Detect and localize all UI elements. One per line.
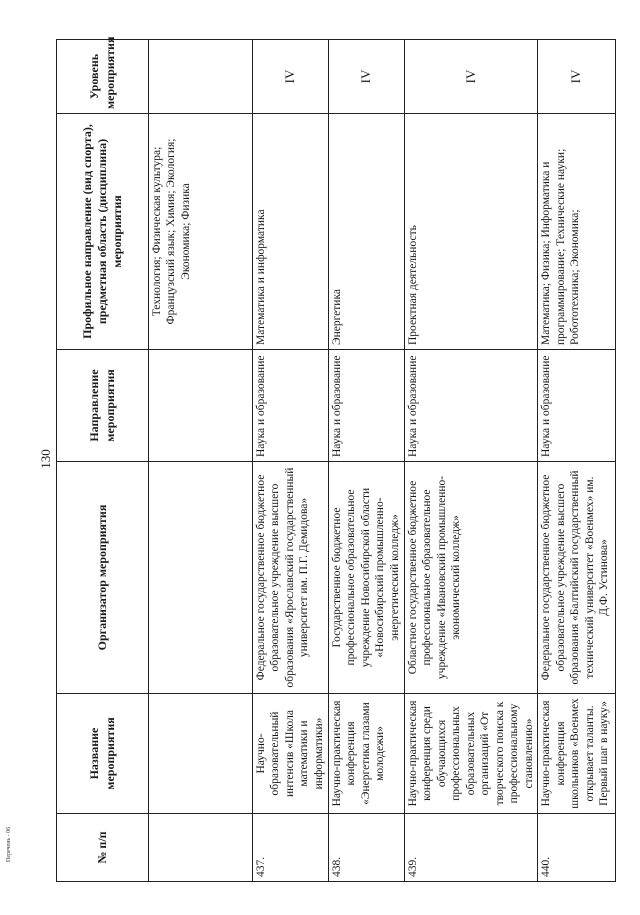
row-num: 438. bbox=[329, 814, 405, 882]
row-organizer: Государственное бюджетное профессиональное образовательное учреждение Новосибирской области «Новосибирский промышленно-энергетический колледж» bbox=[329, 462, 405, 694]
row-num: 439. bbox=[405, 814, 538, 882]
page-number: 130 bbox=[38, 449, 53, 469]
continuation-profile: Технология; Физическая культура; Французский язык; Химия; Экология; Экономика; Физика bbox=[149, 114, 253, 350]
table-row bbox=[329, 40, 405, 882]
row-name: Научно-практическая конференция школьников «Военмех открывает таланты. Первый шаг в науку» bbox=[538, 694, 616, 814]
row-profile: Математика; Физика; Информатика и программирование; Технические науки; Робототехника; Экономика; bbox=[538, 114, 616, 350]
row-direction: Наука и образование bbox=[405, 350, 538, 462]
table-row bbox=[253, 40, 329, 882]
row-profile: Математика и информатика bbox=[253, 114, 329, 350]
row-profile: Энергетика bbox=[329, 114, 405, 350]
row-name: Научно-образовательный интенсив «Школа математики и информатики» bbox=[253, 694, 329, 814]
row-organizer: Федеральное государственное бюджетное образовательное учреждение высшего образования «Балтийский государственный технический университет «Военмех» им. Д.Ф. Устинова» bbox=[538, 462, 616, 694]
row-level: IV bbox=[329, 40, 405, 114]
table-row bbox=[405, 40, 538, 882]
header-num: № п/п bbox=[57, 814, 149, 882]
row-num: 437. bbox=[253, 814, 329, 882]
row-direction: Наука и образование bbox=[538, 350, 616, 462]
header-level: Уровень мероприятия bbox=[57, 40, 149, 114]
header-row bbox=[57, 40, 149, 882]
row-level: IV bbox=[538, 40, 616, 114]
table-row bbox=[538, 40, 616, 882]
row-level: IV bbox=[253, 40, 329, 114]
row-direction: Наука и образование bbox=[329, 350, 405, 462]
row-level: IV bbox=[405, 40, 538, 114]
header-name: Название мероприятия bbox=[57, 694, 149, 814]
header-direction: Направление мероприятия bbox=[57, 350, 149, 462]
header-organizer: Организатор мероприятия bbox=[57, 462, 149, 694]
row-direction: Наука и образование bbox=[253, 350, 329, 462]
continuation-level bbox=[149, 40, 253, 114]
row-name: Научно-практическая конференция «Энергетика глазами молодежи» bbox=[329, 694, 405, 814]
header-profile: Профильное направление (вид спорта), предметная область (дисциплина) мероприятия bbox=[57, 114, 149, 350]
events-table bbox=[56, 36, 616, 882]
row-profile: Проектная деятельность bbox=[405, 114, 538, 350]
row-num: 440. bbox=[538, 814, 616, 882]
row-organizer: Областное государственное бюджетное профессиональное образовательное учреждение «Ивановский промышленно-экономический колледж» bbox=[405, 462, 538, 694]
rotated-page bbox=[56, 36, 616, 882]
footer-note: Перечень - 06 bbox=[6, 826, 12, 862]
row-organizer: Федеральное государственное бюджетное образовательное учреждение высшего образования «Ярославский государственный университет им. П.Г. Демидова» bbox=[253, 462, 329, 694]
row-name: Научно-практическая конференция среди обучающихся профессиональных образовательных организаций «От творческого поиска к профессиональному становлению» bbox=[405, 694, 538, 814]
continuation-row bbox=[149, 40, 253, 882]
